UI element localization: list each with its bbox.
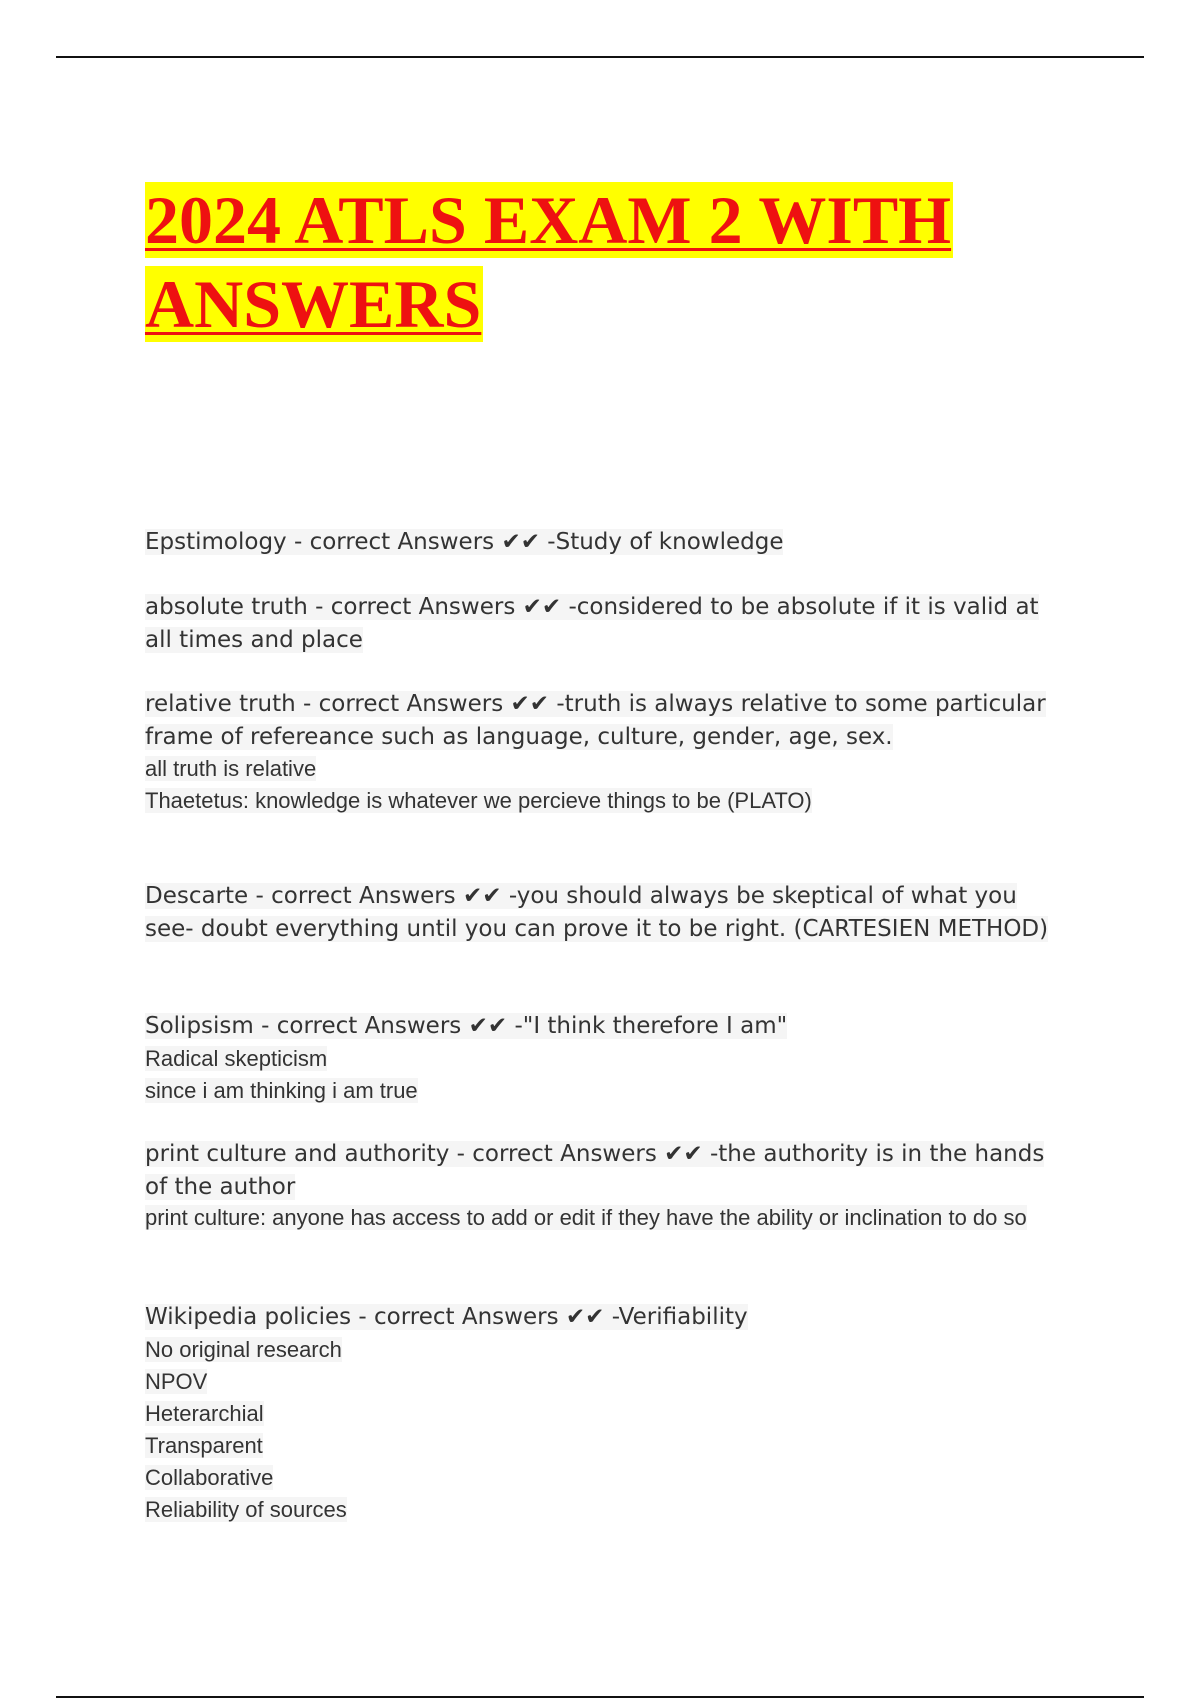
bottom-rule	[56, 1696, 1144, 1698]
qa-answer: Epstimology - correct Answers ✔✔ -Study of knowledge	[145, 529, 784, 555]
qa-item-print-culture	[145, 1138, 1065, 1233]
qa-note: Transparent	[145, 1432, 263, 1458]
qa-item-solipsism	[145, 1010, 1065, 1107]
qa-note: Thaetetus: knowledge is whatever we percieve things to be (PLATO)	[145, 788, 812, 813]
qa-note: No original research	[145, 1336, 342, 1362]
qa-note: Radical skepticism	[145, 1045, 328, 1071]
qa-item-wikipedia-policies	[145, 1301, 1065, 1526]
top-rule	[56, 56, 1144, 58]
qa-answer: relative truth - correct Answers ✔✔ -truth is always relative to some particular frame of refereance such as language, culture, gender, age, sex.	[145, 691, 1046, 750]
qa-answer: print culture and authority - correct Answers ✔✔ -the authority is in the hands of the author	[145, 1141, 1045, 1200]
qa-note: all truth is relative	[145, 756, 317, 781]
qa-answer: absolute truth - correct Answers ✔✔ -considered to be absolute if it is valid at all times and place	[145, 594, 1039, 653]
qa-item-descarte	[145, 880, 1065, 945]
qa-item-relative-truth	[145, 688, 1065, 817]
qa-item-absolute-truth	[145, 591, 1065, 656]
title-line-2: ANSWERS	[145, 266, 482, 342]
document-title	[145, 178, 1045, 346]
qa-note: Collaborative	[145, 1464, 274, 1490]
qa-answer: Wikipedia policies - correct Answers ✔✔ -Verifiability	[145, 1304, 748, 1330]
qa-answer: Solipsism - correct Answers ✔✔ -"I think therefore I am"	[145, 1013, 788, 1039]
qa-item-epistemology	[145, 526, 1065, 559]
title-line-1: 2024 ATLS EXAM 2 WITH	[145, 182, 952, 258]
qa-note: print culture: anyone has access to add or edit if they have the ability or inclination to do so	[145, 1205, 1027, 1230]
qa-note: Reliability of sources	[145, 1496, 347, 1522]
qa-answer: Descarte - correct Answers ✔✔ -you should always be skeptical of what you see- doubt everything until you can prove it to be right. (CARTESIEN METHOD)	[145, 883, 1049, 942]
qa-note: NPOV	[145, 1368, 208, 1394]
qa-note: since i am thinking i am true	[145, 1077, 418, 1103]
qa-note: Heterarchial	[145, 1400, 264, 1426]
